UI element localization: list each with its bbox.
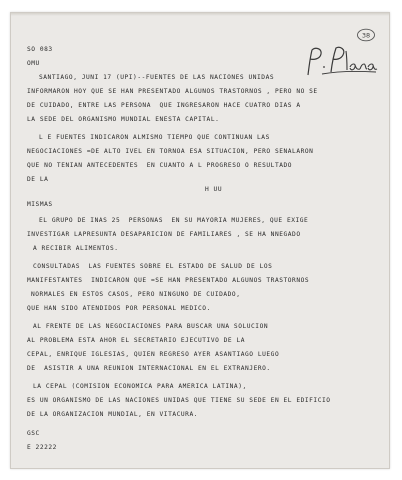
text-line: AL FRENTE DE LAS NEGOCIACIONES PARA BUSCAR UNA SOLUCION (33, 323, 269, 330)
page-stamp (356, 28, 376, 42)
telex-sheet (10, 12, 390, 469)
text-line: MANIFESTANTES INDICARON QUE =SE HAN PRESENTADO ALGUNOS TRASTORNOS (27, 277, 310, 284)
text-line: EL GRUPO DE INAS 25 PERSONAS EN SU MAYORIA MUJERES, QUE EXIGE (39, 217, 309, 224)
footer-initials: GSC (27, 430, 40, 437)
text-line: NORMALES EN ESTOS CASOS, PERO NINGUNO DE CUIDADO, (31, 291, 241, 298)
text-line: A RECIBIR ALIMENTOS. (33, 245, 119, 252)
text-line: AL PROBLEMA ESTA AHOR EL SECRETARIO EJECUTIVO DE LA (27, 337, 246, 344)
text-line: QUE NO TENIAN ANTECEDENTES EN CUANTO A L PROGRESO O RESULTADO (27, 162, 293, 169)
text-line: INVESTIGAR LAPRESUNTA DESAPARICION DE FAMILIARES , SE HA NNEGADO (27, 231, 301, 238)
text-fragment: H UU (205, 186, 223, 193)
text-line: CONSULTADAS LAS FUENTES SOBRE EL ESTADO DE SALUD DE LOS (33, 263, 273, 270)
text-line: CEPAL, ENRIQUE IGLESIAS, QUIEN REGRESO AYER ASANTIAGO LUEGO (27, 351, 280, 358)
text-line: ES UN ORGANISMO DE LAS NACIONES UNIDAS QUE TIENE SU SEDE EN EL EDIFICIO (27, 397, 331, 404)
text-line: DE LA ORGANIZACION MUNDIAL, EN VITACURA. (27, 411, 199, 418)
text-line: L E FUENTES INDICARON ALMISMO TIEMPO QUE CONTINUAN LAS (39, 134, 270, 141)
text-line: MISMAS (27, 201, 53, 208)
text-line: DE LA (27, 176, 49, 183)
top-paper-edge (11, 13, 389, 16)
text-line: INFORMARON HOY QUE SE HAN PRESENTADO ALGUNOS TRASTORNOS , PERO NO SE (27, 88, 318, 95)
text-line: NEGOCIACIONES =DE ALTO IVEL EN TORNOA ESA SITUACION, PERO SENALARON (27, 148, 314, 155)
text-line: LA SEDE DEL ORGANISMO MUNDIAL ENESTA CAPITAL. (27, 116, 220, 123)
text-line: DE CUIDADO, ENTRE LAS PERSONA QUE INGRESARON HACE CUATRO DIAS A (27, 102, 301, 109)
text-line: SANTIAGO, JUNI 17 (UPI)--FUENTES DE LAS NACIONES UNIDAS (39, 74, 275, 81)
text-line: LA CEPAL (COMISION ECONOMICA PARA AMERICA LATINA), (33, 383, 247, 390)
stamp-number: 38 (361, 31, 371, 40)
handwritten-signature (300, 42, 380, 82)
header-desk: OMU (27, 60, 40, 67)
footer-ending: E 22222 (27, 444, 57, 451)
header-code: SO 083 (27, 46, 53, 53)
text-line: DE ASISTIR A UNA REUNION INTERNACIONAL EN EL EXTRANJERO. (27, 365, 271, 372)
text-line: QUE HAN SIDO ATENDIDOS POR PERSONAL MEDICO. (27, 305, 211, 312)
